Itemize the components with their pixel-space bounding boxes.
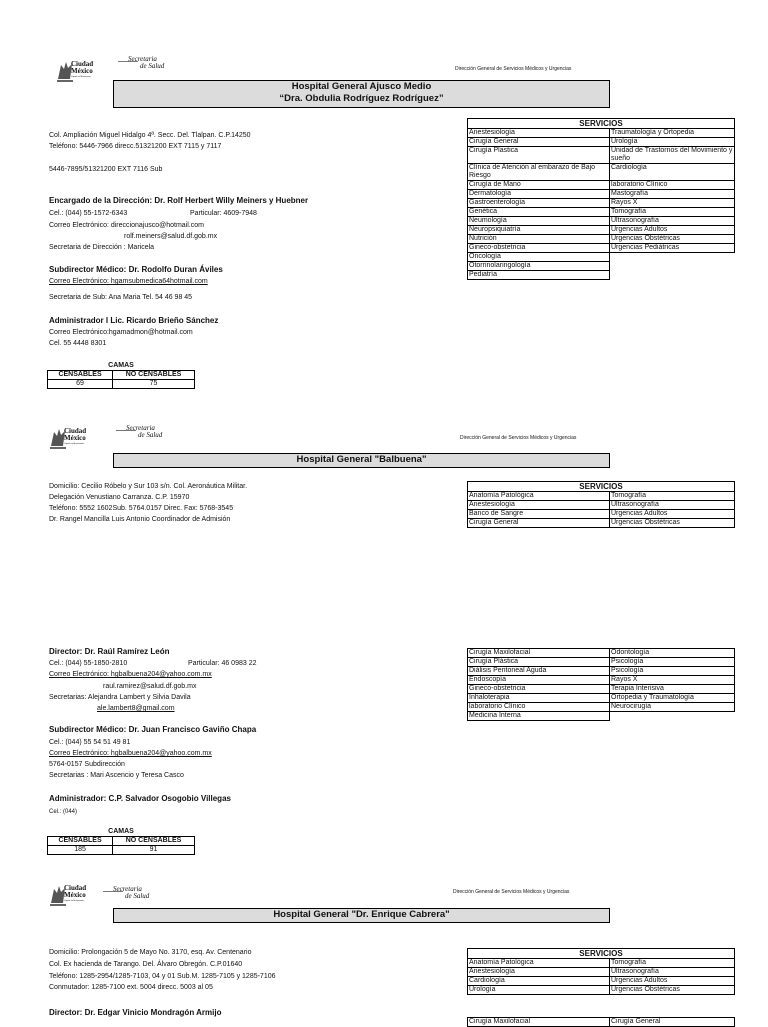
address-line: Teléfono: 5446-7966 direcc.51321200 EXT 7115 y 7117 (49, 143, 222, 150)
service-cell: Cirugía Plastica (468, 147, 610, 164)
hospital-name: Hospital General "Balbuena" (296, 454, 427, 465)
camas-value: 185 (48, 846, 113, 855)
logo-subtext: Capital en Movimiento (64, 443, 84, 445)
service-cell: Cirugía de Mano (468, 181, 610, 190)
camas-header: NO CENSABLES (113, 371, 195, 380)
services-row (468, 667, 735, 676)
ciudad-mexico-logo (55, 59, 105, 85)
camas-title: CAMAS (48, 828, 195, 837)
camas-value: 91 (113, 846, 195, 855)
services-row (468, 244, 735, 253)
service-cell: Ortopedia y Traumatología (610, 694, 735, 703)
logo-subtext: Capital en Movimiento (71, 76, 91, 78)
services-row (468, 199, 735, 208)
service-cell: Psicología (610, 667, 735, 676)
service-cell: Tomografía (610, 492, 735, 501)
service-cell: Endoscopía (468, 676, 610, 685)
director-heading: Director: Dr. Edgar Vinicio Mondragón Armijo (49, 1008, 222, 1017)
service-cell: Urgencias Obstétricas (610, 235, 735, 244)
service-cell: Rayos X (610, 199, 735, 208)
services-row (468, 129, 735, 138)
service-cell: Gastroenterología (468, 199, 610, 208)
subdirector-heading: Subdirector Médico: Dr. Rodolfo Duran Áviles (49, 265, 223, 274)
service-cell: Urgencias Pediátricas (610, 244, 735, 253)
ciudad-mexico-logo (48, 426, 98, 452)
direction-label: Dirección General de Servicios Médicos y Urgencias (460, 435, 577, 441)
services-row (468, 501, 735, 510)
encargado-secretaria: Secretaria de Dirección : Maricela (49, 244, 155, 251)
address-line: Dr. Rangel Mancilla Luis Antonio Coordinador de Admisión (49, 516, 231, 523)
services-row (468, 492, 735, 501)
hospital-name: Hospital General "Dr. Enrique Cabrera" (273, 909, 450, 920)
secretaria-salud-logo (116, 424, 171, 446)
logo-text: de Salud (138, 431, 163, 439)
services-row (468, 658, 735, 667)
hospital-name: Hospital General Ajusco Medio (291, 81, 432, 92)
service-cell (610, 712, 735, 721)
services-row (468, 510, 735, 519)
service-cell: Urgencias Obstétricas (610, 519, 735, 528)
service-cell: Odontología (610, 649, 735, 658)
logo-subtext: Capital en Movimiento (64, 900, 84, 902)
services-table (467, 948, 735, 995)
service-cell: Terapia Intensiva (610, 685, 735, 694)
service-cell: Anestesiología (468, 968, 610, 977)
service-cell: Banco de Sangre (468, 510, 610, 519)
logo-text: Secretaria (128, 55, 157, 63)
director-email-3: ale.lambert8@gmail.com (97, 705, 175, 712)
service-cell: Diálisis Peritoneal Aguda (468, 667, 610, 676)
address-line: Domicilio: Prolongación 5 de Mayo No. 3170, esq. Av. Centenario (49, 949, 252, 956)
service-cell: Urgencias Adultos (610, 226, 735, 235)
admin-cel: Cel.: (044) (49, 809, 78, 815)
logo-text: México (71, 67, 93, 75)
camas-header: NO CENSABLES (113, 837, 195, 846)
service-cell: Cardiología (468, 977, 610, 986)
services-table (467, 481, 735, 528)
service-cell: Dermatología (468, 190, 610, 199)
services-row (468, 977, 735, 986)
services-row (468, 164, 735, 181)
services-title: SERVICIOS (468, 949, 735, 959)
service-cell: Nutrición (468, 235, 610, 244)
hospital-title (113, 453, 610, 468)
service-cell: Cirugía General (468, 519, 610, 528)
service-cell: Anestesiología (468, 501, 610, 510)
director-heading: Director: Dr. Raúl Ramírez León (49, 647, 170, 656)
services-row (468, 1018, 735, 1027)
service-cell (610, 253, 735, 262)
service-cell: Urología (468, 986, 610, 995)
logo-text: Secretaria (126, 424, 155, 432)
service-cell: Oncología (468, 253, 610, 262)
camas-value: 75 (113, 380, 195, 389)
camas-table (47, 362, 195, 389)
camas-title: CAMAS (48, 362, 195, 371)
service-cell: Unidad de Trastornos del Movimiento y sueño (610, 147, 735, 164)
service-cell: Cirugía Maxilofacial (468, 649, 610, 658)
service-cell: Cirugía General (610, 1018, 735, 1027)
service-cell: Gineco-obstetricia (468, 685, 610, 694)
encargado-heading: Encargado de la Dirección: Dr. Rolf Herbert Willy Meiners y Huebner (49, 196, 309, 205)
encargado-email-2: rolf.meiners@salud.df.gob.mx (124, 233, 218, 240)
service-cell: Cardiología (610, 164, 735, 181)
service-cell: Cirugía General (468, 138, 610, 147)
services-row (468, 519, 735, 528)
services-row (468, 986, 735, 995)
address-line: Col. Ex hacienda de Tarango. Del. Álvaro Obregón. C.P.01640 (49, 961, 243, 968)
service-cell: Traumatología y Ortopedia (610, 129, 735, 138)
service-cell: Pediatría (468, 271, 610, 280)
logo-text: de Salud (125, 892, 150, 900)
services-row (468, 694, 735, 703)
director-cel: Cel.: (044) 55-1850-2810 (49, 660, 128, 667)
camas-value: 69 (48, 380, 113, 389)
services-row (468, 226, 735, 235)
encargado-cel: Cel.: (044) 55-1572-6343 (49, 210, 128, 217)
subdirector-heading: Subdirector Médico: Dr. Juan Francisco Gaviño Chapa (49, 725, 257, 734)
services-row (468, 712, 735, 721)
encargado-particular: Particular: 4609-7948 (190, 210, 257, 217)
services-row (468, 235, 735, 244)
service-cell: Psicología (610, 658, 735, 667)
direction-label: Dirección General de Servicios Médicos y Urgencias (453, 889, 570, 895)
service-cell: Anatomía Patológica (468, 492, 610, 501)
services-row (468, 262, 735, 271)
services-title: SERVICIOS (468, 482, 735, 492)
service-cell: Urgencias Adultos (610, 510, 735, 519)
services-title: SERVICIOS (468, 119, 735, 129)
service-cell: Gineco-obstetricia (468, 244, 610, 253)
logo-text: México (64, 434, 86, 442)
services-row (468, 181, 735, 190)
service-cell: Neuropsiquiatría (468, 226, 610, 235)
service-cell: Anestesiología (468, 129, 610, 138)
service-cell: Urología (610, 138, 735, 147)
services-row (468, 685, 735, 694)
address-line: Col. Ampliación Miguel Hidalgo 4ª. Secc. Del. Tlalpan. C.P.14250 (49, 132, 251, 139)
service-cell: laboratorio Clínico (610, 181, 735, 190)
services-table (467, 648, 735, 721)
service-cell: Urgencias Adultos (610, 977, 735, 986)
service-cell: Neumología (468, 217, 610, 226)
service-cell: Urgencias Obstétricas (610, 986, 735, 995)
services-row (468, 208, 735, 217)
logo-text: México (64, 891, 86, 899)
logo-text: Ciudad (71, 60, 94, 68)
subdirector-phone: 5764-0157 Subdirección (49, 761, 125, 768)
service-cell: Ultrasonografía (610, 968, 735, 977)
admin-cel: Cel. 55 4448 8301 (49, 340, 107, 347)
logo-text: Ciudad (64, 884, 87, 892)
hospital-title (113, 80, 610, 108)
subdirector-email: Correo Electrónico: hgbalbuena204@yahoo.com.mx (49, 750, 212, 757)
service-cell: Mastografía (610, 190, 735, 199)
services-row (468, 271, 735, 280)
hospital-subname: “Dra. Obdulia Rodríguez Rodríguez” (279, 93, 444, 104)
subdirector-secretaria: Secretaria de Sub: Ana Maria Tel. 54 46 98 45 (49, 294, 193, 301)
phone-extra: 5446-7895/51321200 EXT 7116 Sub (49, 166, 163, 173)
services-table (467, 118, 735, 280)
admin-heading: Administrador l Lic. Ricardo Brieño Sánchez (49, 316, 219, 325)
camas-header: CENSABLES (48, 837, 113, 846)
logo-text: Ciudad (64, 427, 87, 435)
services-table-partial (467, 1017, 735, 1027)
service-cell: Cirugía Maxilofacial (468, 1018, 610, 1027)
service-cell: Rayos X (610, 676, 735, 685)
service-cell: laboratorio Clínico (468, 703, 610, 712)
secretaria-salud-logo (118, 55, 173, 77)
address-line: Domicilio: Cecilio Róbelo y Sur 103 s/n. Col. Aeronáutica Militar. (49, 483, 248, 490)
address-line: Delegación Venustiano Carranza. C.P. 15970 (49, 494, 190, 501)
secretaria-salud-logo (103, 885, 158, 907)
director-email: Correo Electrónico: hgbalbuena204@yahoo.com.mx (49, 671, 212, 678)
hospital-title (113, 908, 610, 923)
services-row (468, 968, 735, 977)
admin-email: Correo Electrónico:hgamadmon@hotmail.com (49, 329, 193, 336)
services-row (468, 703, 735, 712)
service-cell: Clínica de Atención al embarazo de Bajo Riesgo (468, 164, 610, 181)
service-cell: Genética (468, 208, 610, 217)
service-cell: Anatomía Patológica (468, 959, 610, 968)
service-cell (610, 271, 735, 280)
service-cell: Ultrasonografía (610, 217, 735, 226)
camas-table (47, 828, 195, 855)
services-row (468, 217, 735, 226)
service-cell: Tomografía (610, 208, 735, 217)
services-row (468, 649, 735, 658)
encargado-email: Correo Electrónico: direccionajusco@hotmail.com (49, 222, 204, 229)
service-cell: Tomografía (610, 959, 735, 968)
service-cell (610, 262, 735, 271)
services-row (468, 676, 735, 685)
direction-label: Dirección General de Servicios Médicos y Urgencias (455, 66, 572, 72)
director-particular: Particular: 46 0983 22 (188, 660, 257, 667)
services-row (468, 190, 735, 199)
logo-text: de Salud (140, 62, 165, 70)
camas-header: CENSABLES (48, 371, 113, 380)
service-cell: Ultrasonografía (610, 501, 735, 510)
services-row (468, 147, 735, 164)
services-row (468, 253, 735, 262)
service-cell: Inhaloterapia (468, 694, 610, 703)
subdirector-cel: Cel.: (044) 55 54 51 49 81 (49, 739, 131, 746)
services-row (468, 138, 735, 147)
service-cell: Medicina Interna (468, 712, 610, 721)
director-secretarias: Secretarias: Alejandra Lambert y Silvia Davila (49, 694, 191, 701)
subdirector-email: Correo Electrónico: hgamsubmedica64hotmail.com (49, 278, 208, 285)
director-email-2: raul.ramirez@salud.df.gob.mx (103, 683, 197, 690)
service-cell: Cirugía Plástica (468, 658, 610, 667)
subdirector-secretarias: Secretarias : Mari Ascencio y Teresa Casco (49, 772, 184, 779)
address-line: Conmutador: 1285-7100 ext. 5004 direcc. 5003 al 05 (49, 984, 213, 991)
ciudad-mexico-logo (48, 883, 98, 909)
address-line: Teléfono: 1285-2954/1285-7103, 04 y 01 Sub.M. 1285-7105 y 1285-7106 (49, 973, 276, 980)
logo-text: Secretaria (113, 885, 142, 893)
service-cell: Otorrinolaringología (468, 262, 610, 271)
services-row (468, 959, 735, 968)
service-cell: Neurocirugía (610, 703, 735, 712)
admin-heading: Administrador: C.P. Salvador Osogobio Villegas (49, 794, 231, 803)
address-line: Teléfono: 5552 1602Sub. 5764.0157 Direc. Fax: 5768-3545 (49, 505, 234, 512)
